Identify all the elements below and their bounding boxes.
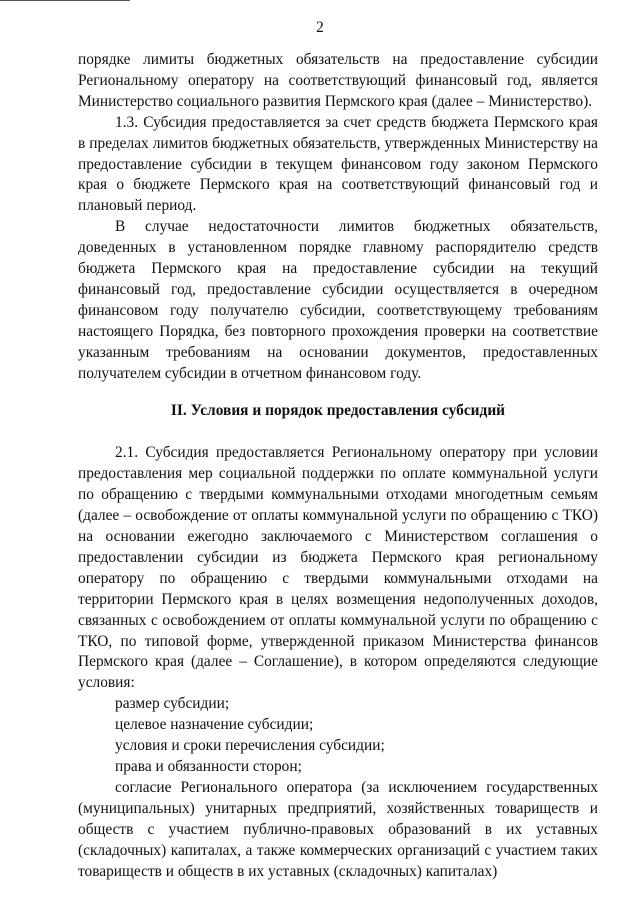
- paragraph-consent: согласие Регионального оператора (за исключением государственных (муниципальных) унитарных предприятий, хозяйственных товариществ и обществ с участием публично-правовых образований в их уставных (складочных) капиталах, а также коммерческих организаций с участием таких товариществ и обществ в их уставных (складочных) капиталах): [78, 778, 598, 880]
- section-heading: II. Условия и порядок предоставления субсидий: [170, 401, 506, 419]
- paragraph-1-3: 1.3. Субсидия предоставляется за счет средств бюджета Пермского края в пределах лимитов бюджетных обязательств, утвержденных Министерству на предоставление субсидии в текущем финансовом году законом Пермского края о бюджете Пермского края на соответствующий финансовый год и плановый период.: [78, 113, 598, 215]
- page-number: 2: [316, 19, 324, 36]
- paragraph-2-1: 2.1. Субсидия предоставляется Региональному оператору при условии предоставления мер социальной поддержки по оплате коммунальной услуги по обращению с твердыми коммунальными отходами многодетным семьям (далее – освобождение от оплаты коммунальной услуги по обращению с ТКО) на основании ежегодно заключаемого с Министерством соглашения о предоставлении субсидии из бюджета Пермского края региональному оператору по обращению с твердыми коммунальными отходами на территории Пермского края в целях возмещения недополученных доходов, связанных с освобождением от оплаты коммунальной услуги по обращению с ТКО, по типовой форме, утвержденной приказом Министерства финансов Пермского края (далее – Соглашение), в котором определяются следующие условия:: [78, 444, 598, 692]
- paragraph-continuation: порядке лимиты бюджетных обязательств на предоставление субсидии Региональному оператору на соответствующий финансовый год, является Министерство социального развития Пермского края (далее – Министерство).: [78, 51, 598, 110]
- document-body: [78, 50, 598, 882]
- condition-item: целевое назначение субсидии;: [115, 716, 314, 734]
- condition-item: права и обязанности сторон;: [115, 758, 302, 775]
- condition-item: условия и сроки перечисления субсидии;: [115, 737, 385, 755]
- top-divider: [0, 0, 130, 1]
- condition-item: размер субсидии;: [115, 695, 230, 713]
- paragraph-insufficiency: В случае недостаточности лимитов бюджетных обязательств, доведенных в установленном порядке главному распорядителю средств бюджета Пермского края на предоставление субсидии на текущий финансовый год, предоставление субсидии осуществляется в очередном финансовом году получателю субсидии, соответствующему требованиям настоящего Порядка, без повторного прохождения проверки на соответствие указанным требованиям на основании документов, предоставленных получателем субсидии в отчетном финансовом году.: [78, 218, 598, 382]
